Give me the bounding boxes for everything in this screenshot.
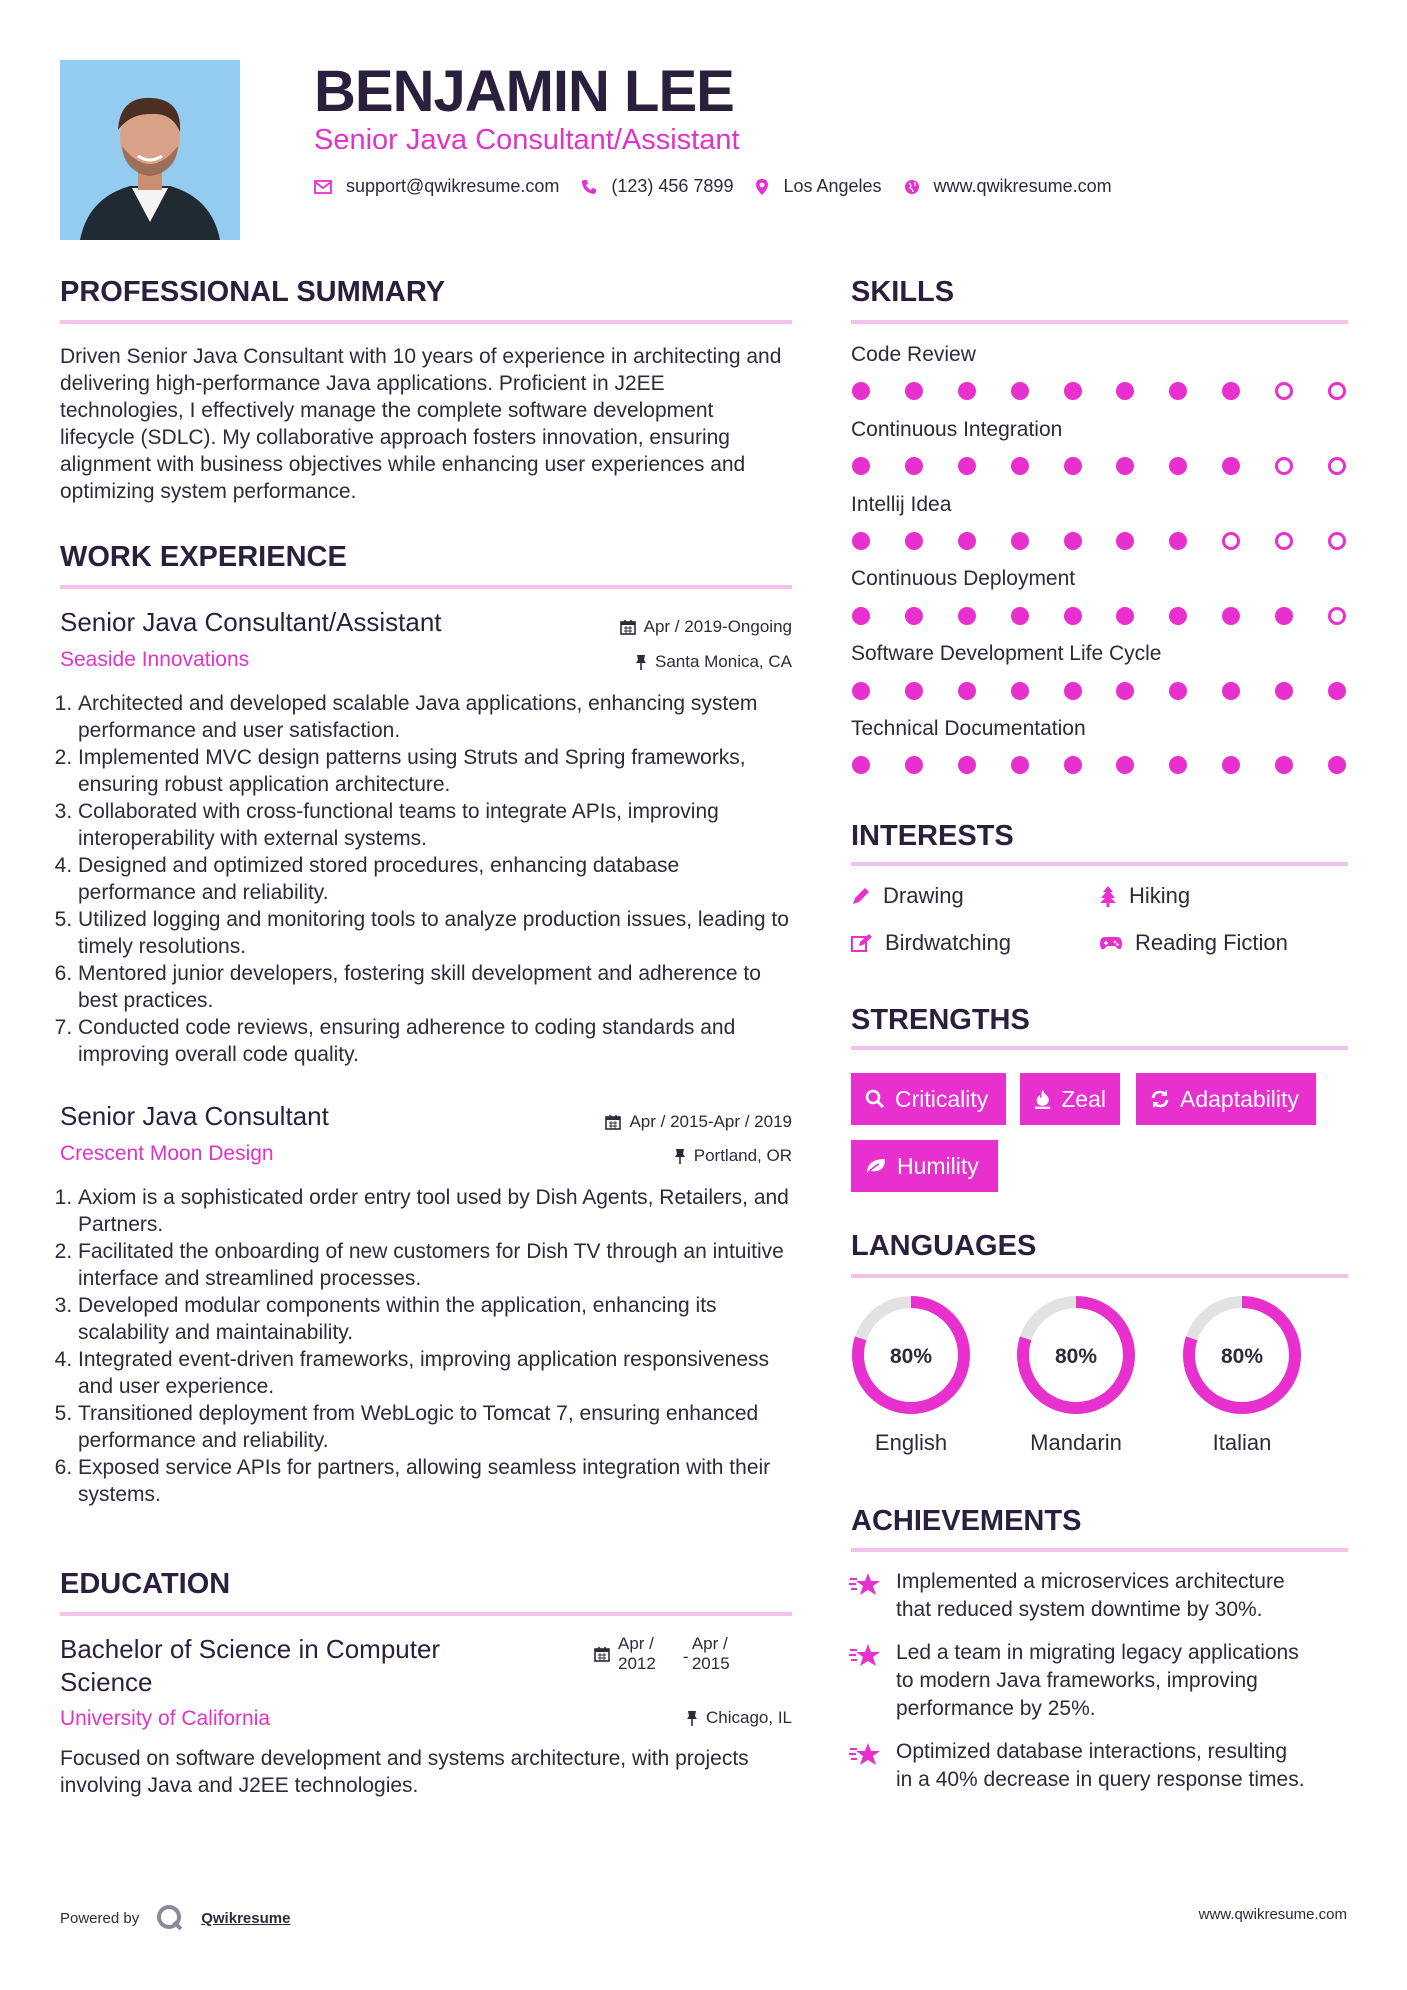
envelope-icon <box>314 180 332 194</box>
rating-dot-filled <box>1116 682 1134 700</box>
brand-link[interactable]: Qwikresume <box>201 1909 291 1927</box>
end-year: 2015 <box>691 1654 730 1673</box>
rating-dot-filled <box>1169 607 1187 625</box>
skill-rating <box>852 532 1346 550</box>
phone-text: (123) 456 7899 <box>611 176 734 196</box>
rating-dot-filled <box>1011 756 1029 774</box>
pin-icon <box>674 1148 686 1164</box>
skill-name: Code Review <box>851 343 976 366</box>
rating-dot-filled <box>1275 607 1293 625</box>
rating-dot-filled <box>905 756 923 774</box>
rating-dot-filled <box>1064 532 1082 550</box>
date-separator: - <box>682 1647 689 1666</box>
calendar-icon <box>594 1646 610 1662</box>
skill-rating <box>852 682 1346 700</box>
skill-rating <box>852 756 1346 774</box>
achievement-line: in a 40% decrease in query response times. <box>896 1768 1305 1791</box>
start-date <box>618 1634 656 1674</box>
list-item: 2. Implemented MVC design patterns using Struts and Spring frameworks, ensuring robust application architecture. <box>78 744 792 798</box>
skills-heading: SKILLS <box>851 276 955 308</box>
contact-website[interactable] <box>904 176 1112 197</box>
footer-url[interactable]: www.qwikresume.com <box>1198 1906 1347 1923</box>
skill-name: Continuous Deployment <box>851 567 1076 590</box>
interest-item <box>851 883 964 909</box>
rating-dot-empty <box>1328 382 1346 400</box>
job-location <box>635 652 792 672</box>
interest-label: Reading Fiction <box>1135 930 1288 955</box>
interests-divider <box>851 862 1348 866</box>
phone-icon <box>581 179 597 195</box>
rating-dot-filled <box>1222 682 1240 700</box>
interest-item <box>1099 930 1288 956</box>
degree-title <box>60 1633 440 1699</box>
skill-name: Intellij Idea <box>851 493 952 516</box>
globe-icon <box>904 179 920 195</box>
strength-label: Adaptability <box>1180 1085 1299 1112</box>
job-title: Senior Java Consultant <box>60 1101 329 1131</box>
achievement-item <box>896 1568 1346 1624</box>
skill-rating <box>852 382 1346 400</box>
skill-name: Technical Documentation <box>851 717 1086 740</box>
language-ring <box>849 1293 973 1422</box>
rating-dot-filled <box>958 756 976 774</box>
candidate-name: BENJAMIN LEE <box>314 59 734 124</box>
rating-dot-empty <box>1275 532 1293 550</box>
contact-email[interactable] <box>314 176 559 197</box>
rating-dot-filled <box>1116 756 1134 774</box>
language-name: Italian <box>1212 1430 1272 1455</box>
rating-dot-filled <box>1169 756 1187 774</box>
rating-dot-filled <box>1011 682 1029 700</box>
rating-dot-filled <box>905 382 923 400</box>
language-name: English <box>874 1430 948 1455</box>
list-item: 6. Exposed service APIs for partners, allowing seamless integration with their systems. <box>78 1454 792 1508</box>
language-ring <box>1180 1293 1304 1422</box>
rating-dot-filled <box>958 532 976 550</box>
rating-dot-filled <box>852 682 870 700</box>
job-duties <box>60 690 792 1068</box>
candidate-title: Senior Java Consultant/Assistant <box>314 124 740 156</box>
rating-dot-filled <box>852 457 870 475</box>
strength-label: Humility <box>897 1152 979 1179</box>
rating-dot-filled <box>1064 457 1082 475</box>
degree-line: Bachelor of Science in Computer <box>60 1634 441 1664</box>
location-text: Los Angeles <box>783 176 882 196</box>
calendar-icon <box>620 619 636 635</box>
job-duties <box>60 1184 792 1508</box>
gamepad-icon <box>1099 935 1123 951</box>
rating-dot-filled <box>852 607 870 625</box>
star-icon <box>848 1741 882 1769</box>
profile-photo <box>60 60 240 240</box>
strengths-heading: STRENGTHS <box>851 1004 1030 1036</box>
strength-badge <box>851 1073 1006 1125</box>
summary-divider <box>60 320 792 324</box>
rating-dot-filled <box>905 532 923 550</box>
star-icon <box>848 1571 882 1599</box>
rating-dot-filled <box>1011 532 1029 550</box>
rating-dot-filled <box>1328 756 1346 774</box>
strengths-divider <box>851 1046 1348 1050</box>
education-divider <box>60 1612 792 1616</box>
achievement-item <box>896 1639 1346 1723</box>
language-ring <box>1014 1293 1138 1422</box>
rating-dot-filled <box>958 682 976 700</box>
strength-badge <box>1020 1073 1120 1125</box>
ring-percent: 80% <box>889 1345 933 1368</box>
interest-label: Hiking <box>1129 883 1191 908</box>
rating-dot-filled <box>1275 756 1293 774</box>
education-dates <box>594 1634 730 1674</box>
education-location-text: Chicago, IL <box>706 1708 792 1727</box>
job-dates-text: Apr / 2015-Apr / 2019 <box>629 1112 792 1131</box>
rating-dot-filled <box>1169 457 1187 475</box>
achievement-line: to modern Java frameworks, improving <box>896 1669 1258 1692</box>
education-location <box>686 1708 792 1728</box>
rating-dot-filled <box>958 457 976 475</box>
rating-dot-filled <box>1011 607 1029 625</box>
rating-dot-filled <box>1275 682 1293 700</box>
education-description: Focused on software development and systems architecture, with projects involving Java and J2EE technologies. <box>60 1747 749 1797</box>
list-item: 1. Axiom is a sophisticated order entry tool used by Dish Agents, Retailers, and Partners. <box>78 1184 792 1238</box>
rating-dot-empty <box>1275 382 1293 400</box>
rating-dot-filled <box>852 756 870 774</box>
list-item: 2. Facilitated the onboarding of new customers for Dish TV through an intuitive interface and streamlined processes. <box>78 1238 792 1292</box>
skill-name: Continuous Integration <box>851 418 1063 441</box>
email-text: support@qwikresume.com <box>346 176 560 196</box>
rating-dot-filled <box>1328 682 1346 700</box>
interest-label: Drawing <box>883 883 964 908</box>
rating-dot-filled <box>852 532 870 550</box>
website-text: www.qwikresume.com <box>933 176 1112 196</box>
job-company: Crescent Moon Design <box>60 1142 274 1165</box>
rating-dot-filled <box>1116 607 1134 625</box>
map-pin-icon <box>755 178 769 196</box>
languages-heading: LANGUAGES <box>851 1230 1037 1262</box>
powered-by-text: Powered by <box>60 1909 140 1927</box>
pencil-icon <box>851 886 871 906</box>
school-name: University of California <box>60 1707 271 1730</box>
interest-item <box>1099 883 1190 909</box>
interest-item <box>851 930 1011 956</box>
rating-dot-filled <box>958 382 976 400</box>
contact-location <box>755 176 881 197</box>
list-item: 4. Integrated event-driven frameworks, improving application responsiveness and user experience. <box>78 1346 792 1400</box>
list-item: 5. Utilized logging and monitoring tools to analyze production issues, leading to timely resolutions. <box>78 906 792 960</box>
job-location-text: Santa Monica, CA <box>654 652 792 671</box>
list-item: 5. Transitioned deployment from WebLogic to Tomcat 7, ensuring enhanced performance and reliability. <box>78 1400 792 1454</box>
rating-dot-filled <box>1011 382 1029 400</box>
contact-bar <box>314 176 1134 197</box>
list-item: 7. Conducted code reviews, ensuring adherence to coding standards and improving overall code quality. <box>78 1014 792 1068</box>
rating-dot-filled <box>1222 607 1240 625</box>
pin-icon <box>635 654 647 670</box>
achievements-heading: ACHIEVEMENTS <box>851 1505 1082 1537</box>
list-item: 3. Collaborated with cross-functional teams to integrate APIs, improving interoperability with external systems. <box>78 798 792 852</box>
achievement-line: that reduced system downtime by 30%. <box>896 1598 1263 1621</box>
job-company: Seaside Innovations <box>60 648 250 671</box>
strength-badge <box>851 1140 998 1192</box>
rating-dot-filled <box>1222 382 1240 400</box>
summary-heading: PROFESSIONAL SUMMARY <box>60 276 446 308</box>
star-icon <box>848 1642 882 1670</box>
list-item: 1. Architected and developed scalable Java applications, enhancing system performance and user satisfaction. <box>78 690 792 744</box>
achievement-item <box>896 1738 1346 1794</box>
interests-heading: INTERESTS <box>851 820 1014 852</box>
summary-text: Driven Senior Java Consultant with 10 years of experience in architecting and delivering high-performance Java applications. Proficient in J2EE technologies, I effectively manage the complete software development lifecycle (SDLC). My collaborative approach fosters innovation, ensuring alignment with business objectives while enhancing user experiences and optimizing system performance. <box>60 345 782 503</box>
contact-phone[interactable] <box>581 176 733 197</box>
job-title: Senior Java Consultant/Assistant <box>60 607 442 637</box>
rating-dot-filled <box>1116 532 1134 550</box>
refresh-icon <box>1150 1089 1170 1109</box>
start-month: Apr / <box>618 1634 654 1653</box>
achievement-line: Implemented a microservices architecture <box>896 1570 1285 1593</box>
rating-dot-filled <box>1064 756 1082 774</box>
skill-name: Software Development Life Cycle <box>851 642 1162 665</box>
achievement-line: Led a team in migrating legacy applications <box>896 1641 1299 1664</box>
rating-dot-empty <box>1275 457 1293 475</box>
degree-line: Science <box>60 1667 153 1697</box>
languages-divider <box>851 1274 1348 1278</box>
rating-dot-filled <box>1222 756 1240 774</box>
language-name: Mandarin <box>1030 1430 1122 1455</box>
list-item: 4. Designed and optimized stored procedures, enhancing database performance and reliability. <box>78 852 792 906</box>
rating-dot-filled <box>852 382 870 400</box>
skill-rating <box>852 457 1346 475</box>
rating-dot-filled <box>1011 457 1029 475</box>
search-icon <box>865 1089 885 1109</box>
list-item: 3. Developed modular components within the application, enhancing its scalability and maintainability. <box>78 1292 792 1346</box>
rating-dot-filled <box>1064 607 1082 625</box>
rating-dot-filled <box>905 607 923 625</box>
job-dates-text: Apr / 2019-Ongoing <box>643 617 792 636</box>
job-dates <box>620 617 792 637</box>
rating-dot-filled <box>905 457 923 475</box>
ring-percent: 80% <box>1220 1345 1264 1368</box>
rating-dot-filled <box>1116 457 1134 475</box>
end-date <box>682 1634 730 1674</box>
strength-label: Zeal <box>1061 1085 1106 1112</box>
rating-dot-filled <box>905 682 923 700</box>
fire-icon <box>1034 1088 1051 1110</box>
rating-dot-filled <box>1116 382 1134 400</box>
pin-icon <box>686 1710 698 1726</box>
achievements-divider <box>851 1548 1348 1552</box>
skill-rating <box>852 607 1346 625</box>
rating-dot-empty <box>1222 532 1240 550</box>
job-location-text: Portland, OR <box>693 1146 792 1165</box>
job-location <box>674 1146 792 1166</box>
rating-dot-empty <box>1328 532 1346 550</box>
rating-dot-empty <box>1328 457 1346 475</box>
calendar-icon <box>605 1114 621 1130</box>
experience-heading: WORK EXPERIENCE <box>60 541 347 573</box>
rating-dot-filled <box>958 607 976 625</box>
edit-icon <box>851 933 873 953</box>
strength-badge <box>1136 1073 1316 1125</box>
strength-label: Criticality <box>895 1085 989 1112</box>
list-item: 6. Mentored junior developers, fostering skill development and adherence to best practices. <box>78 960 792 1014</box>
rating-dot-filled <box>1222 457 1240 475</box>
rating-dot-filled <box>1169 382 1187 400</box>
tree-icon <box>1099 885 1117 907</box>
end-month: Apr / <box>691 1634 728 1653</box>
qwikresume-logo-icon <box>155 1903 185 1933</box>
experience-divider <box>60 585 792 589</box>
education-heading: EDUCATION <box>60 1568 231 1600</box>
achievement-line: Optimized database interactions, resulting <box>896 1740 1288 1763</box>
rating-dot-filled <box>1169 532 1187 550</box>
interest-label: Birdwatching <box>885 930 1011 955</box>
skills-divider <box>851 320 1348 324</box>
rating-dot-filled <box>1064 382 1082 400</box>
leaf-icon <box>865 1157 887 1175</box>
achievement-line: performance by 25%. <box>896 1697 1096 1720</box>
rating-dot-empty <box>1328 607 1346 625</box>
job-dates <box>605 1112 792 1132</box>
footer-branding <box>60 1903 290 1933</box>
ring-percent: 80% <box>1054 1345 1098 1368</box>
rating-dot-filled <box>1169 682 1187 700</box>
start-year: 2012 <box>618 1654 656 1673</box>
rating-dot-filled <box>1064 682 1082 700</box>
